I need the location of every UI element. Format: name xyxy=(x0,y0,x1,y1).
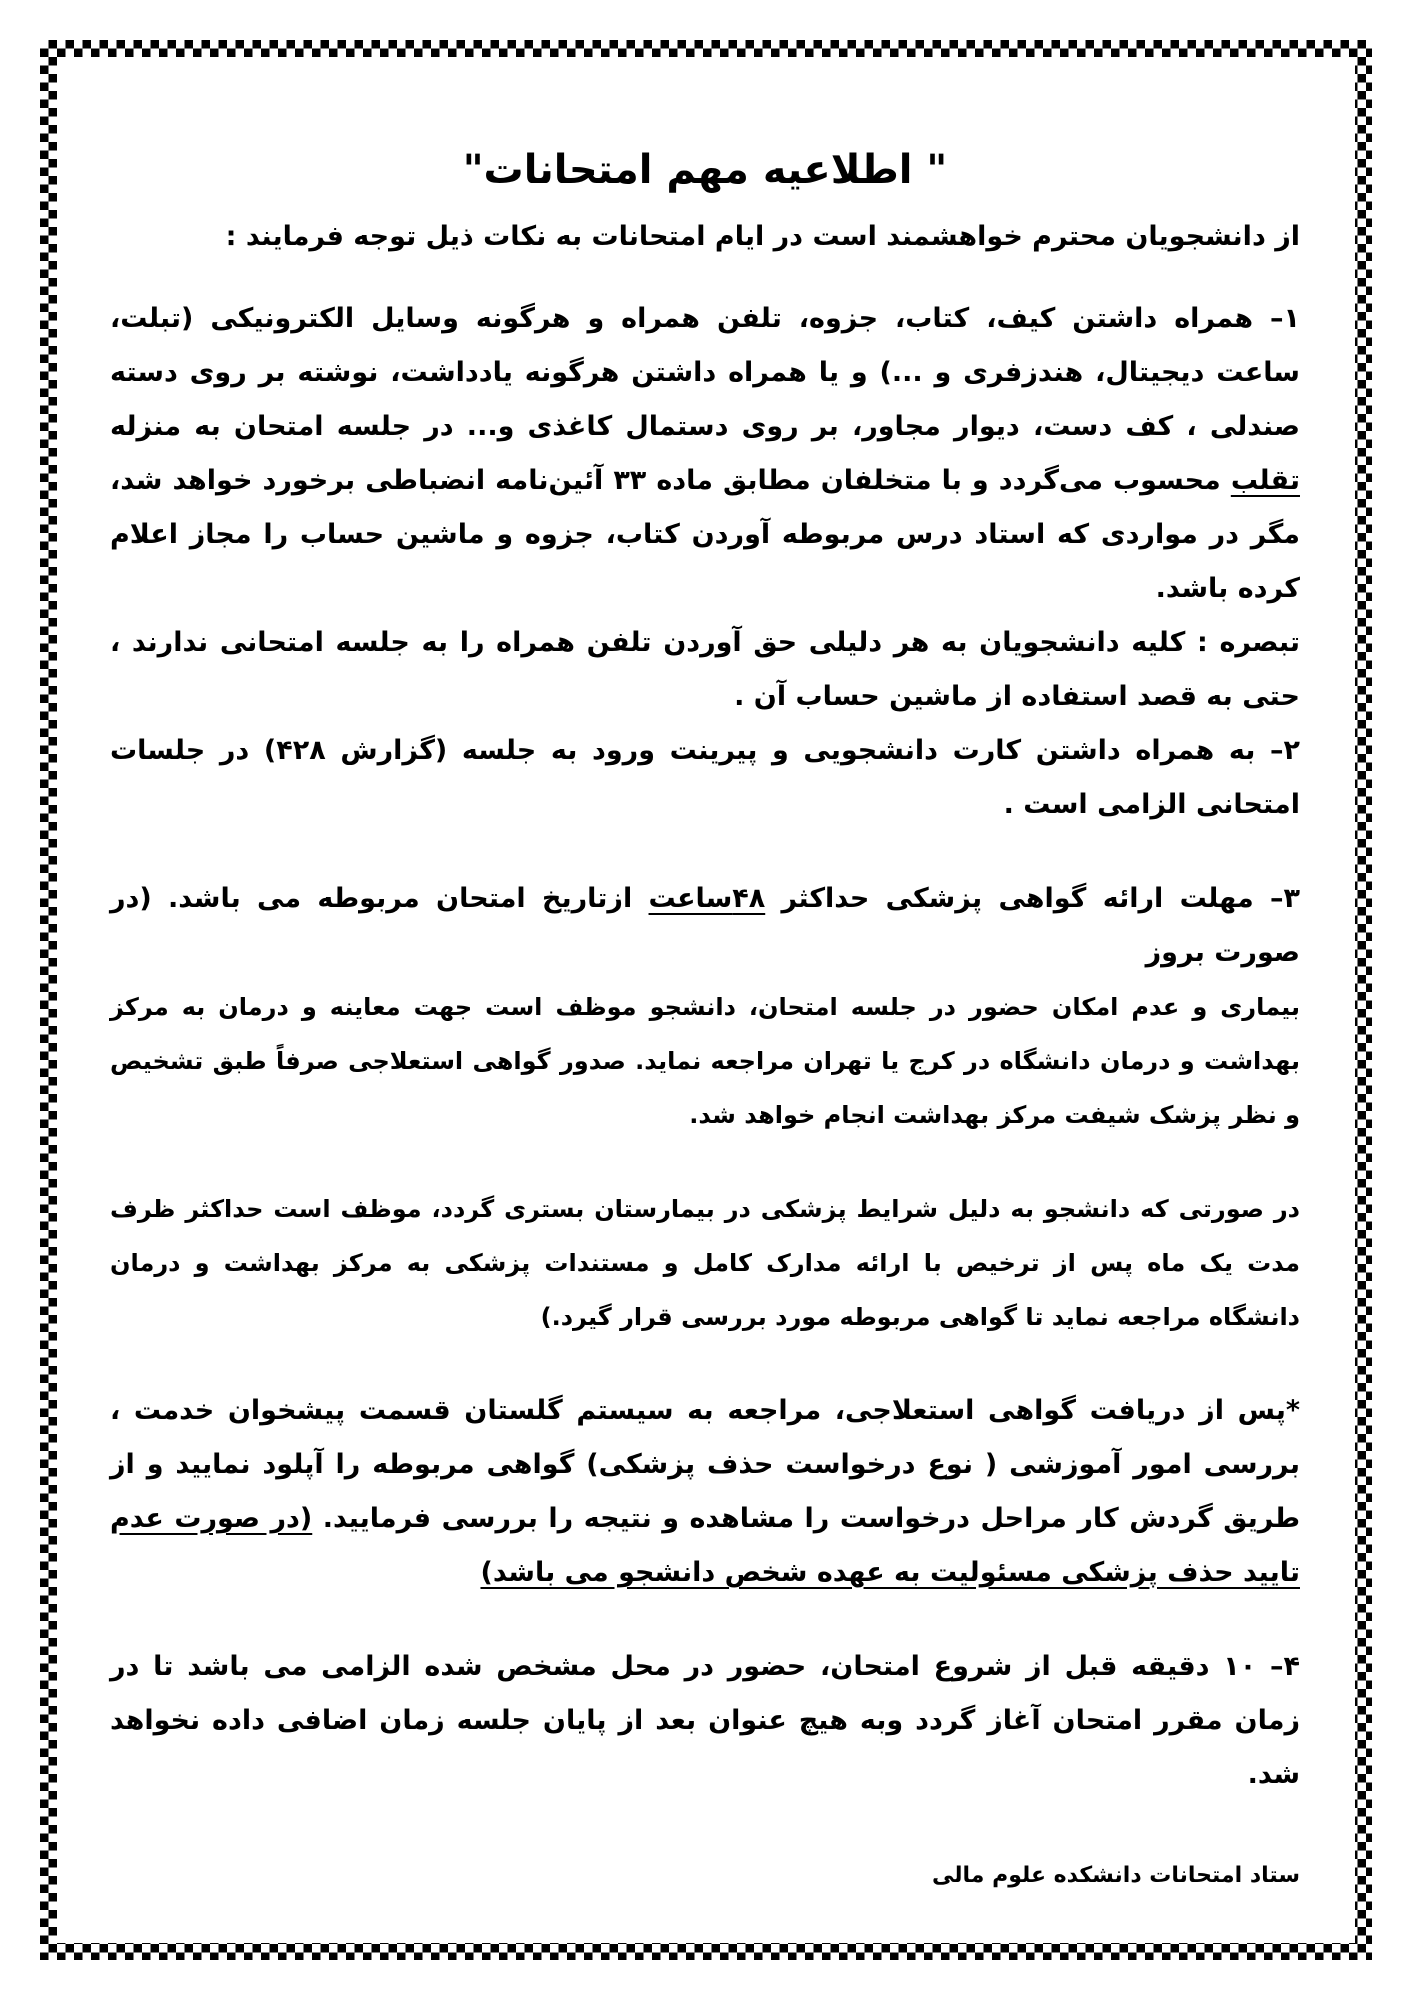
golestan-note-text: *پس از دریافت گواهی استعلاجی، مراجعه به سیستم گلستان قسمت پیشخوان خدمت ، بررسی امور آموزشی ( نوع درخواست حذف پزشکی) گواهی مربوطه را آپلود نمایید و از طریق گردش کار مراحل درخواست را مشاهده و نتیجه را بررسی فرمایید. xyxy=(110,1395,1300,1534)
golestan-note-underlined: (در صورت عدم تایید حذف پزشکی مسئولیت به عهده شخص دانشجو می باشد) xyxy=(110,1503,1300,1588)
item-1-text-after: محسوب می‌گردد و با متخلفان مطابق ماده ۳۳ آئین‌نامه انضباطی برخورد خواهد شد، مگر در مواردی که استاد درس مربوطه آوردن کتاب، جزوه و ماشین حساب را مجاز اعلام کرده باشد. xyxy=(110,465,1300,604)
item-4 xyxy=(110,1640,1300,1802)
note-paragraph: تبصره : کلیه دانشجویان به هر دلیلی حق آوردن تلفن همراه را به جلسه امتحانی ندارند ، حتی به قصد استفاده از ماشین حساب آن . xyxy=(110,627,1300,712)
item-4-text: ۱۰ دقیقه قبل از شروع امتحان، حضور در محل مشخص شده الزامی می باشد تا در زمان مقرر امتحان آغاز گردد وبه هیچ عنوان بعد از پایان جلسه زمان اضافی داده نخواهد شد. xyxy=(110,1651,1300,1790)
notice-title: " اطلاعیه مهم امتحانات" xyxy=(462,147,948,193)
signature: ستاد امتحانات دانشکده علوم مالی xyxy=(932,1863,1300,1888)
item-3-text-before: مهلت ارائه گواهی پزشکی حداکثر xyxy=(765,883,1271,914)
hospital-note: در صورتی که دانشجو به دلیل شرایط پزشکی در بیمارستان بستری گردد، موظف است حداکثر ظرف مدت یک ماه پس از ترخیص با ارائه مدارک کامل و مستندات پزشکی به مرکز بهداشت و درمان دانشگاه مراجعه نماید تا گواهی مربوطه مورد بررسی قرار گیرد.) xyxy=(110,1195,1300,1331)
item-2 xyxy=(110,724,1300,832)
item-3-detail: بیماری و عدم امکان حضور در جلسه امتحان، دانشجو موظف است جهت معاینه و درمان به مرکز بهداشت و درمان دانشگاه در کرج یا تهران مراجعه نماید. صدور گواهی استعلاجی صرفاً طبق تشخیص و نظر پزشک شیفت مرکز بهداشت انجام خواهد شد. xyxy=(110,993,1300,1129)
item-2-text: به همراه داشتن کارت دانشجویی و پیرینت ورود به جلسه (گزارش ۴۲۸) در جلسات امتحانی الزامی است . xyxy=(110,735,1300,820)
item-2-number: ۲– xyxy=(1270,735,1300,766)
golestan-note xyxy=(110,1384,1300,1600)
item-4-number: ۴– xyxy=(1270,1651,1300,1682)
item-1-number: ۱– xyxy=(1270,303,1300,334)
item-1 xyxy=(110,292,1300,616)
intro-line: از دانشجویان محترم خواهشمند است در ایام امتحانات به نکات ذیل توجه فرمایند : xyxy=(225,221,1300,252)
item-1-underlined: تقلب xyxy=(1230,465,1300,496)
item-3-number: ۳– xyxy=(1270,883,1300,914)
item-1-text-before: همراه داشتن کیف، کتاب، جزوه، تلفن همراه و هرگونه وسایل الکترونیکی (تبلت، ساعت دیجیتال، هندزفری و ...) و یا همراه داشتن هرگونه یادداشت، نوشته بر روی دسته صندلی ، کف دست، دیوار مجاور، بر روی دستمال کاغذی و... در جلسه امتحان به منزله xyxy=(110,303,1300,442)
item-3-text-after: ازتاریخ امتحان مربوطه می باشد. (در صورت بروز xyxy=(110,883,1300,968)
item-3-underlined: ۴۸ساعت xyxy=(648,883,766,914)
notice-document xyxy=(110,100,1300,1896)
item-3 xyxy=(110,872,1300,980)
